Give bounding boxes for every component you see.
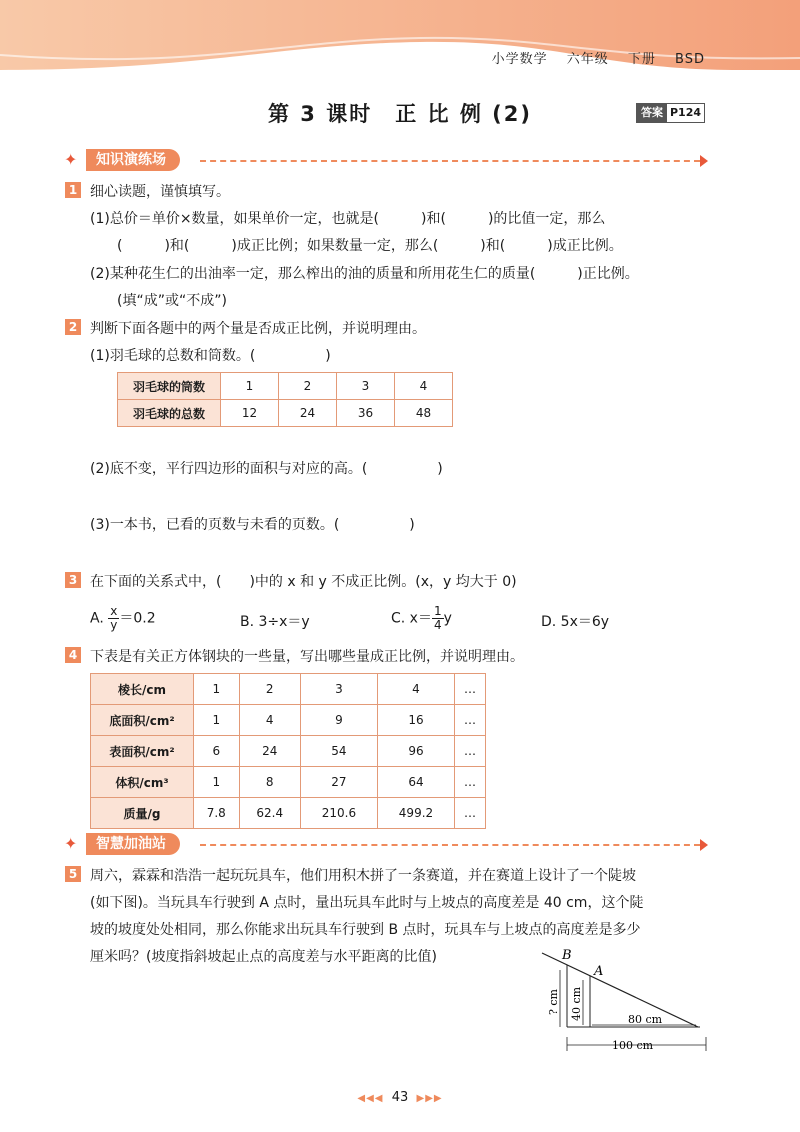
q2-part-3: (3)一本书，已看的页数与未看的页数。( )	[90, 517, 415, 533]
table-cell: 表面积/cm²	[91, 736, 194, 767]
page-title: 第 3 课时 正 比 例 (2)	[268, 102, 532, 126]
q3-c-label: C. x＝	[391, 610, 432, 627]
section-divider	[200, 844, 700, 846]
table-cell: 羽毛球的筒数	[118, 373, 221, 400]
q5-line-2: (如下图)。当玩具车行驶到 A 点时，量出玩具车此时与上坡点的高度差是 40 cm，这个陡	[90, 895, 644, 911]
q3-option-b: B. 3÷x＝y	[240, 614, 310, 630]
table-row	[91, 798, 486, 829]
table-cell: …	[455, 767, 486, 798]
q3-c-fraction	[432, 605, 444, 632]
table-cell: 9	[300, 705, 377, 736]
table-cell: 2	[239, 674, 300, 705]
table-row	[91, 705, 486, 736]
q5-line-3: 坡的坡度处处相同，那么你能求出玩具车行驶到 B 点时，玩具车与上坡点的高度差是多少	[90, 922, 641, 938]
q1-line-4: (填“成”或“不成”)	[117, 293, 227, 309]
table-cell: 24	[239, 736, 300, 767]
dist-100-label: 100 cm	[612, 1039, 654, 1052]
q3-c-den: 4	[433, 618, 442, 632]
header-term: 下册	[627, 52, 656, 67]
table-cell: 3	[300, 674, 377, 705]
table-row	[118, 373, 453, 400]
table-cell: 2	[279, 373, 337, 400]
badminton-table	[117, 372, 453, 427]
table-cell: 底面积/cm²	[91, 705, 194, 736]
table-cell: …	[455, 798, 486, 829]
q2-part-1: (1)羽毛球的总数和筒数。( )	[90, 348, 331, 364]
q3-a-fraction	[108, 605, 119, 632]
table-cell: 24	[279, 400, 337, 427]
section-header-2	[64, 832, 180, 856]
question-number-5: 5	[65, 866, 81, 882]
slope-diagram	[520, 945, 720, 1060]
table-row	[91, 674, 486, 705]
table-cell: 64	[377, 767, 454, 798]
answer-label: 答案	[637, 104, 667, 122]
q3-option-c	[391, 605, 452, 632]
q3-a-rest: ＝0.2	[119, 610, 156, 627]
section-star-icon: ✦	[64, 834, 78, 853]
point-a-label: A	[594, 964, 604, 979]
question-number-4: 4	[65, 647, 81, 663]
table-cell: 48	[395, 400, 453, 427]
table-cell: 4	[395, 373, 453, 400]
table-cell: 210.6	[300, 798, 377, 829]
q4-stem: 下表是有关正方体钢块的一些量，写出哪些量成正比例，并说明理由。	[90, 649, 524, 665]
section-label-2: 智慧加油站	[86, 833, 180, 855]
question-number-2: 2	[65, 319, 81, 335]
arrow-right-icon	[700, 839, 708, 851]
left-arrows-icon: ◀◀◀	[357, 1093, 384, 1104]
table-cell: 27	[300, 767, 377, 798]
table-cell: 4	[377, 674, 454, 705]
table-cell: 12	[221, 400, 279, 427]
q1-line-2: ( )和( )成正比例；如果数量一定，那么( )和( )成正比例。	[117, 238, 623, 254]
table-cell: 体积/cm³	[91, 767, 194, 798]
answer-page: P124	[670, 106, 702, 119]
q3-a-den: y	[110, 618, 118, 632]
q1-line-1: (1)总价＝单价×数量，如果单价一定，也就是( )和( )的比值一定，那么	[90, 211, 606, 227]
question-number-1: 1	[65, 182, 81, 198]
section-header-1	[64, 148, 180, 172]
table-cell: …	[455, 736, 486, 767]
dist-80-label: 80 cm	[628, 1013, 663, 1026]
q3-stem: 在下面的关系式中，( )中的 x 和 y 不成正比例。(x，y 均大于 0)	[90, 574, 517, 590]
height-40-label: 40 cm	[570, 986, 583, 1021]
q3-option-d: D. 5x＝6y	[541, 614, 610, 630]
table-row	[91, 736, 486, 767]
table-cell: 1	[194, 767, 240, 798]
q3-option-a	[90, 605, 156, 632]
table-cell: 8	[239, 767, 300, 798]
table-cell: 4	[239, 705, 300, 736]
q3-c-num: 1	[433, 604, 442, 618]
table-cell: 499.2	[377, 798, 454, 829]
table-cell: …	[455, 705, 486, 736]
q2-stem: 判断下面各题中的两个量是否成正比例，并说明理由。	[90, 321, 426, 337]
table-cell: …	[455, 674, 486, 705]
header-subject: 小学数学	[491, 52, 548, 67]
table-cell: 7.8	[194, 798, 240, 829]
table-row	[118, 400, 453, 427]
page-number: 43	[391, 1090, 409, 1105]
table-cell: 6	[194, 736, 240, 767]
q1-line-3: (2)某种花生仁的出油率一定，那么榨出的油的质量和所用花生仁的质量( )正比例。	[90, 266, 639, 282]
arrow-right-icon	[700, 155, 708, 167]
right-arrows-icon: ▶▶▶	[416, 1093, 443, 1104]
table-cell: 36	[337, 400, 395, 427]
table-cell: 棱长/cm	[91, 674, 194, 705]
table-cell: 54	[300, 736, 377, 767]
section-divider	[200, 160, 700, 162]
table-row	[91, 767, 486, 798]
table-cell: 羽毛球的总数	[118, 400, 221, 427]
table-cell: 1	[194, 674, 240, 705]
cube-table	[90, 673, 486, 829]
section-star-icon: ✦	[64, 150, 78, 169]
table-cell: 3	[337, 373, 395, 400]
table-cell: 1	[194, 705, 240, 736]
answer-badge	[636, 103, 705, 123]
table-cell: 96	[377, 736, 454, 767]
table-cell: 16	[377, 705, 454, 736]
q3-a-num: x	[110, 604, 118, 618]
q5-line-1: 周六，霖霖和浩浩一起玩玩具车，他们用积木拼了一条赛道，并在赛道上设计了一个陡坡	[90, 868, 636, 884]
q2-part-2: (2)底不变，平行四边形的面积与对应的高。( )	[90, 461, 443, 477]
point-b-label: B	[562, 948, 572, 963]
unknown-height-label: ? cm	[547, 989, 560, 1015]
table-cell: 1	[221, 373, 279, 400]
header-edition: BSD	[675, 52, 705, 67]
q5-line-4: 厘米吗？(坡度指斜坡起止点的高度差与水平距离的比值)	[90, 949, 437, 965]
q1-stem: 细心读题，谨慎填写。	[90, 184, 230, 200]
slope-line	[542, 953, 698, 1027]
table-cell: 62.4	[239, 798, 300, 829]
section-label-1: 知识演练场	[86, 149, 180, 171]
header-info	[492, 48, 705, 67]
header-grade: 六年级	[566, 52, 609, 67]
table-cell: 质量/g	[91, 798, 194, 829]
page-footer	[0, 1090, 800, 1105]
question-number-3: 3	[65, 572, 81, 588]
q3-a-label: A.	[90, 610, 104, 627]
q3-c-rest: y	[443, 610, 452, 627]
